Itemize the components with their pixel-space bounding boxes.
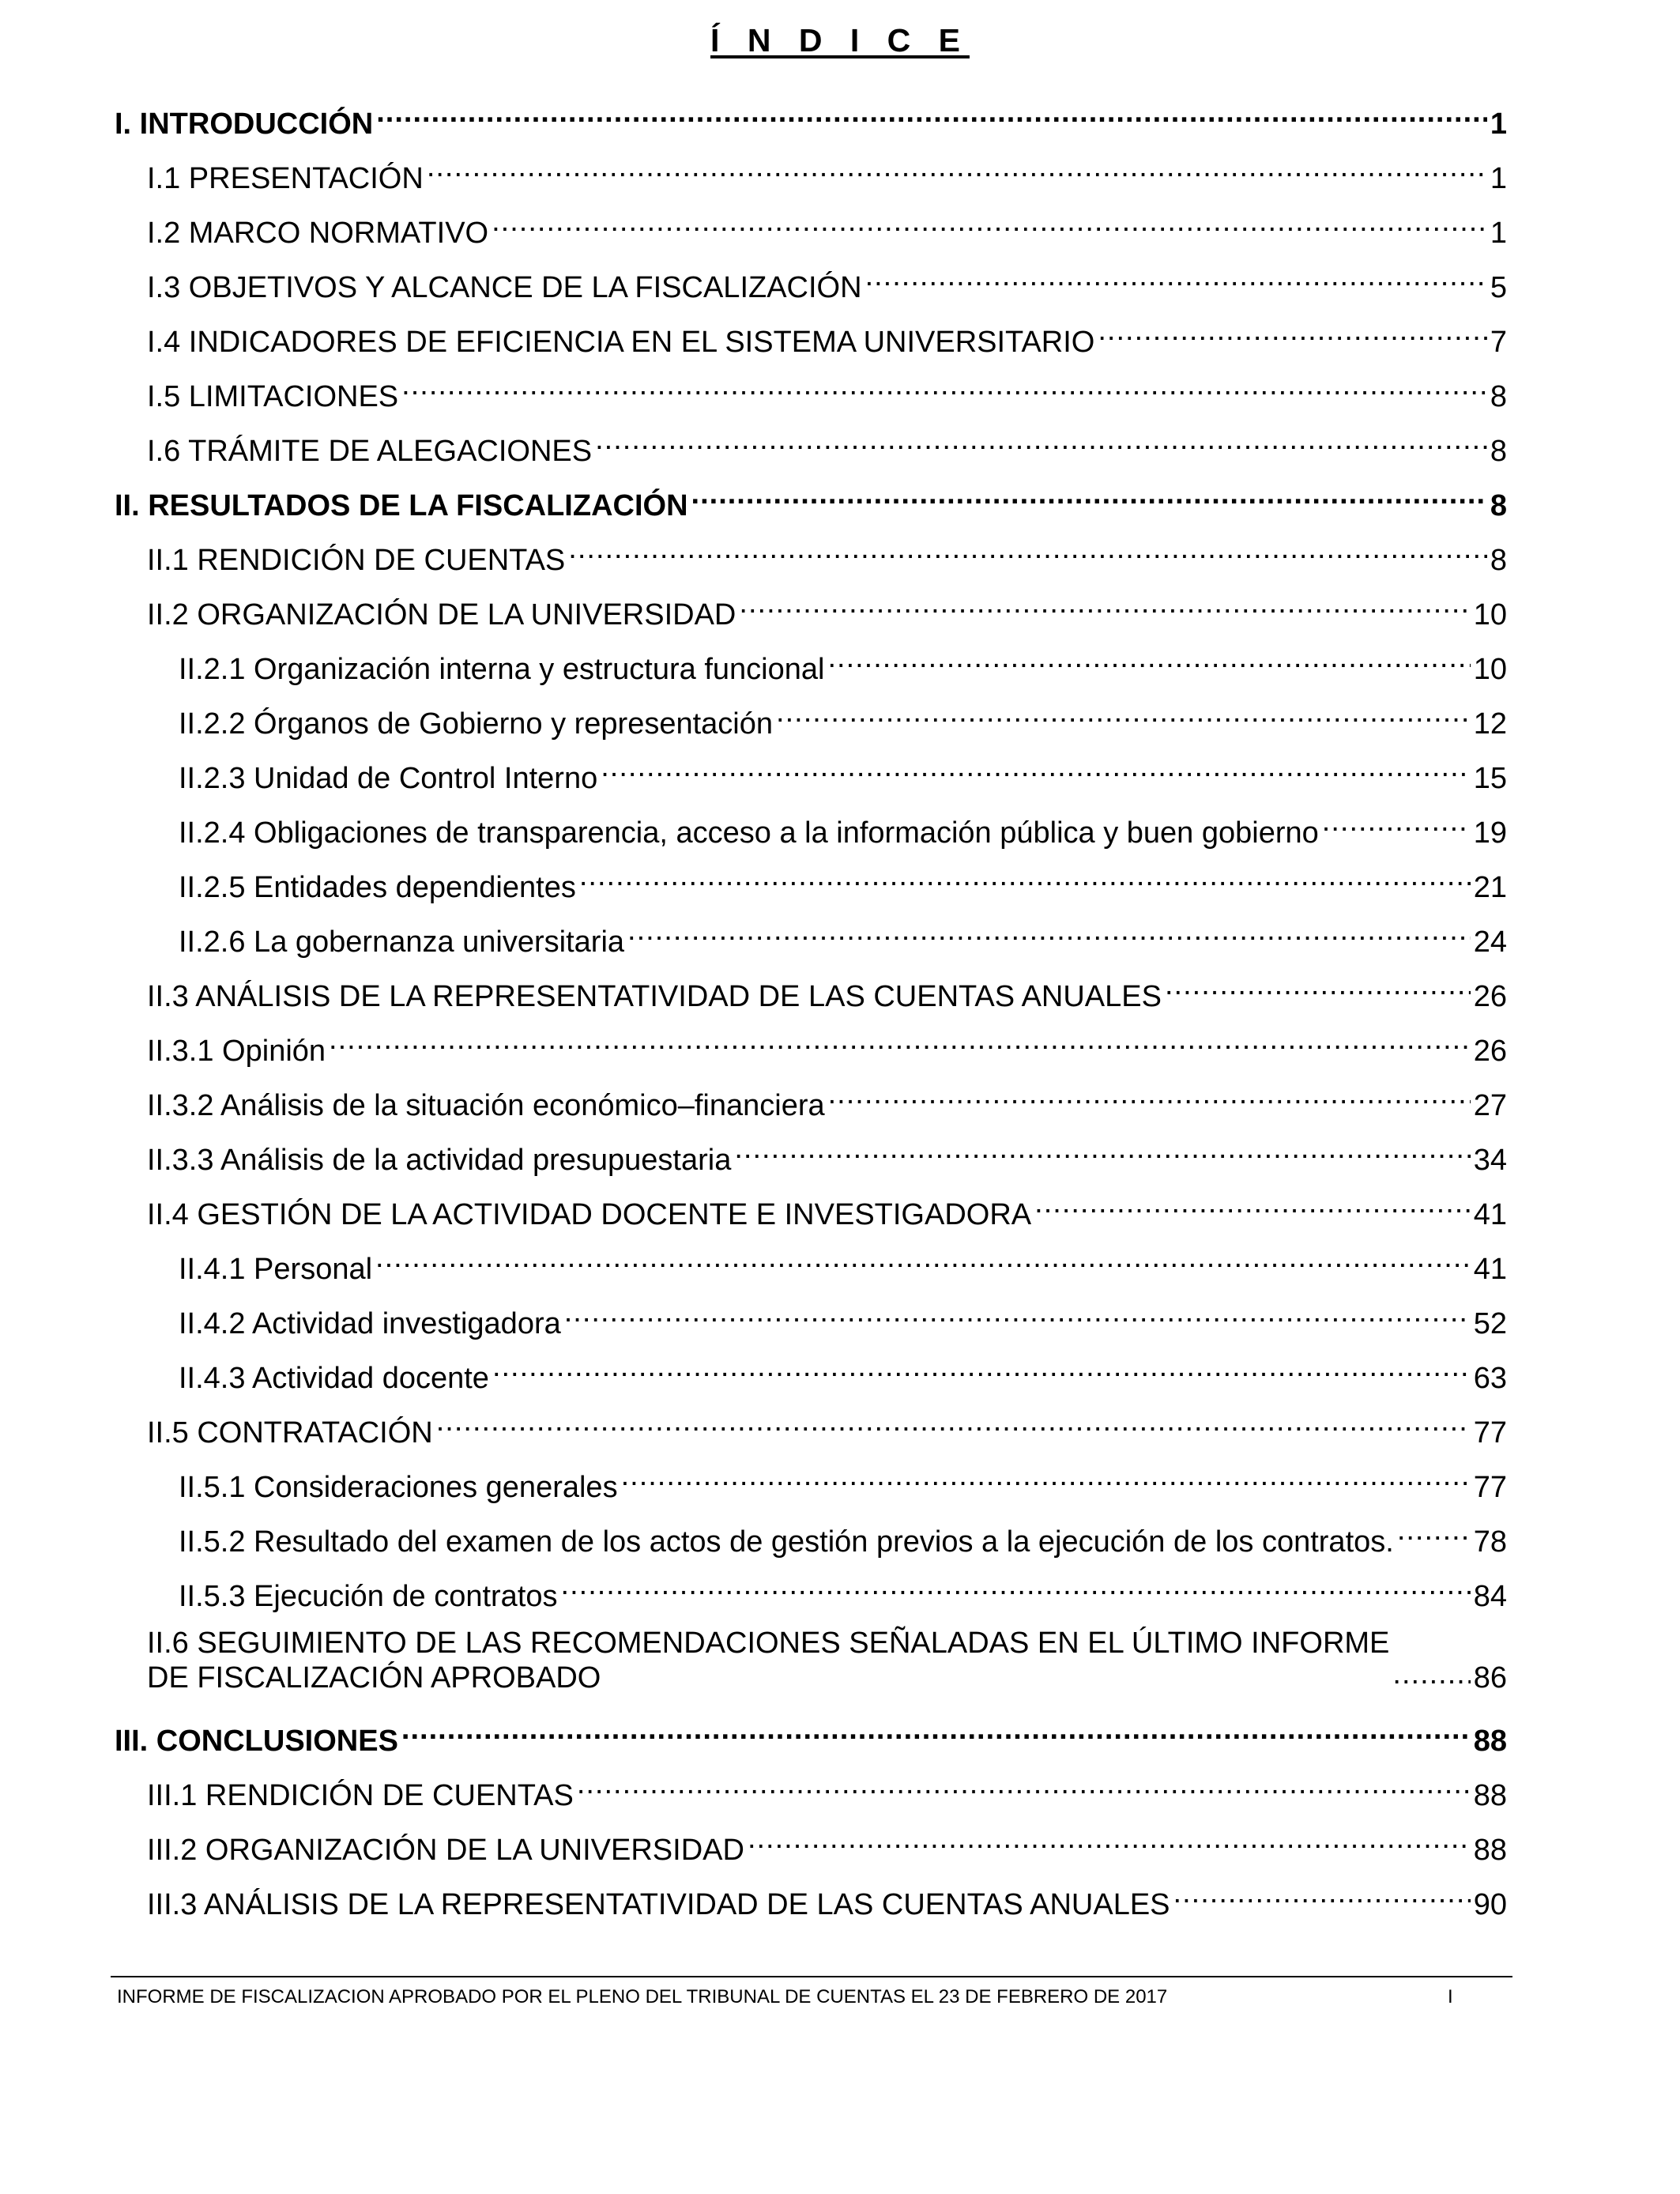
toc-entry[interactable]: [179, 1517, 1507, 1559]
toc-entry[interactable]: [179, 1571, 1507, 1614]
toc-entry-label: II.2.5 Entidades dependientes: [179, 871, 576, 904]
toc-entry[interactable]: [147, 971, 1507, 1014]
toc-entry[interactable]: [147, 1026, 1507, 1069]
dot-leader: [827, 644, 1470, 679]
toc-entry-page: 63: [1473, 1362, 1507, 1395]
toc-entry-label: II. RESULTADOS DE LA FISCALIZACIÓN: [115, 489, 688, 522]
toc-entry-page: 1: [1490, 107, 1507, 141]
toc-entry-page: 52: [1473, 1307, 1507, 1340]
toc-entry-label: II.4 GESTIÓN DE LA ACTIVIDAD DOCENTE E INVESTIGADORA: [147, 1198, 1032, 1231]
toc-entry-label: II.4.2 Actividad investigadora: [179, 1307, 561, 1340]
dot-leader: [568, 535, 1487, 570]
toc-entry-page: 7: [1490, 326, 1507, 359]
toc-entry[interactable]: [147, 1408, 1507, 1450]
dot-leader: [734, 1135, 1470, 1170]
toc-entry-label: III.1 RENDICIÓN DE CUENTAS: [147, 1779, 574, 1812]
toc-entry[interactable]: [179, 917, 1507, 959]
toc-entry-label-line: DE FISCALIZACIÓN APROBADO: [147, 1661, 601, 1695]
dot-leader: [492, 1353, 1471, 1388]
toc-entry[interactable]: [115, 1716, 1507, 1759]
toc-entry-label: I.3 OBJETIVOS Y ALCANCE DE LA FISCALIZACIÓN: [147, 271, 862, 304]
toc-entry-page: 27: [1473, 1089, 1507, 1122]
toc-entry-label: II.5 CONTRATACIÓN: [147, 1416, 433, 1449]
toc-entry-label: II.5.1 Consideraciones generales: [179, 1471, 618, 1504]
dot-leader: [375, 1244, 1471, 1279]
toc-entry-page: 8: [1490, 380, 1507, 413]
toc-entry-label: [147, 1626, 1389, 1695]
toc-entry-page: 41: [1473, 1198, 1507, 1231]
toc-entry[interactable]: [147, 153, 1507, 196]
toc-entry-page: 77: [1473, 1416, 1507, 1449]
dot-leader: [436, 1408, 1471, 1442]
toc-entry-page: 10: [1473, 598, 1507, 631]
toc-entry[interactable]: [147, 535, 1507, 578]
toc-entry[interactable]: [179, 862, 1507, 905]
toc-entry-label: II.2 ORGANIZACIÓN DE LA UNIVERSIDAD: [147, 598, 736, 631]
toc-entry[interactable]: [147, 1189, 1507, 1232]
toc-entry[interactable]: [115, 99, 1507, 141]
dot-leader: [1165, 971, 1471, 1006]
toc-entry-page: 90: [1473, 1888, 1507, 1921]
toc-entry[interactable]: [179, 644, 1507, 687]
toc-entry-page: 19: [1473, 816, 1507, 850]
toc-entry-page: 34: [1473, 1144, 1507, 1177]
toc-entry-label: I. INTRODUCCIÓN: [115, 107, 374, 141]
toc-entry[interactable]: [179, 1299, 1507, 1341]
dot-leader: [828, 1080, 1471, 1115]
dot-leader: [577, 1770, 1471, 1805]
toc-entry-label: II.4.1 Personal: [179, 1253, 373, 1286]
toc-entry-page: 5: [1490, 271, 1507, 304]
toc-entry[interactable]: [147, 1626, 1507, 1695]
dot-leader: [401, 371, 1487, 406]
toc-entry-label: I.1 PRESENTACIÓN: [147, 162, 424, 195]
toc-entry-label: II.2.6 La gobernanza universitaria: [179, 925, 625, 959]
toc-entry[interactable]: [147, 590, 1507, 632]
dot-leader: [1322, 808, 1471, 843]
index-title: Í N D I C E: [710, 22, 970, 58]
toc-entry[interactable]: [147, 208, 1507, 251]
toc-entry[interactable]: [147, 426, 1507, 469]
toc-entry[interactable]: [147, 262, 1507, 305]
toc-entry-label: II.2.1 Organización interna y estructura funcional: [179, 653, 825, 686]
toc-entry-page: 21: [1473, 871, 1507, 904]
toc-entry-page: 24: [1473, 925, 1507, 959]
toc-entry-page: 88: [1473, 1725, 1507, 1758]
dot-leader: [595, 426, 1487, 461]
toc-entry[interactable]: [179, 699, 1507, 741]
toc-entry-page: 78: [1473, 1525, 1507, 1559]
toc-entry-page: 26: [1473, 1035, 1507, 1068]
dot-leader: [376, 99, 1487, 134]
toc-entry-page: 8: [1490, 489, 1507, 522]
toc-entry-label: I.4 INDICADORES DE EFICIENCIA EN EL SISTEMA UNIVERSITARIO: [147, 326, 1095, 359]
toc-entry-page: 86: [1473, 1661, 1507, 1695]
dot-leader: [564, 1299, 1471, 1333]
toc-entry[interactable]: [147, 1135, 1507, 1178]
toc-entry-label: II.2.4 Obligaciones de transparencia, acceso a la información pública y buen gobierno: [179, 816, 1319, 850]
toc-entry[interactable]: [147, 1825, 1507, 1868]
toc-entry[interactable]: [147, 1879, 1507, 1922]
dot-leader: [1034, 1189, 1471, 1224]
toc-entry[interactable]: [179, 753, 1507, 796]
dot-leader: [492, 208, 1487, 243]
toc-entry-page: 41: [1473, 1253, 1507, 1286]
toc-entry-page: 15: [1473, 762, 1507, 795]
toc-entry-page: 12: [1473, 707, 1507, 741]
toc-entry[interactable]: [115, 481, 1507, 523]
dot-leader: [1392, 1661, 1470, 1695]
toc-entry[interactable]: [147, 371, 1507, 414]
dot-leader: [739, 590, 1470, 624]
toc-entry-label-line: II.6 SEGUIMIENTO DE LAS RECOMENDACIONES SEÑALADAS EN EL ÚLTIMO INFORME: [147, 1627, 1390, 1660]
toc-entry-label: II.3.1 Opinión: [147, 1035, 326, 1068]
footer-page-number: I: [1448, 1986, 1453, 2007]
toc-entry[interactable]: [179, 1462, 1507, 1505]
dot-leader: [1098, 317, 1487, 352]
toc-entry[interactable]: [179, 1244, 1507, 1287]
toc-entry-label: I.2 MARCO NORMATIVO: [147, 217, 489, 250]
toc-entry-page: 88: [1473, 1834, 1507, 1867]
toc-entry-page: 1: [1490, 162, 1507, 195]
toc-entry[interactable]: [147, 1080, 1507, 1123]
dot-leader: [627, 917, 1471, 952]
toc-entry-page: 26: [1473, 980, 1507, 1013]
footer-text: INFORME DE FISCALIZACION APROBADO POR EL PLENO DEL TRIBUNAL DE CUENTAS EL 23 DE FEBRERO DE 2017: [117, 1986, 1168, 2007]
toc-entry-page: 88: [1473, 1779, 1507, 1812]
toc-entry[interactable]: [179, 1353, 1507, 1396]
dot-leader: [1397, 1517, 1471, 1551]
dot-leader: [401, 1716, 1471, 1751]
toc-entry-label: III.3 ANÁLISIS DE LA REPRESENTATIVIDAD DE LAS CUENTAS ANUALES: [147, 1888, 1170, 1921]
toc-entry-label: II.3 ANÁLISIS DE LA REPRESENTATIVIDAD DE LAS CUENTAS ANUALES: [147, 980, 1162, 1013]
dot-leader: [561, 1571, 1471, 1606]
toc-entry-label: II.3.2 Análisis de la situación económico–financiera: [147, 1089, 825, 1122]
toc-entry-label: II.1 RENDICIÓN DE CUENTAS: [147, 544, 566, 577]
dot-leader: [691, 481, 1487, 515]
toc-entry-label: III. CONCLUSIONES: [115, 1725, 398, 1758]
dot-leader: [865, 262, 1487, 297]
footer-divider: [111, 1976, 1512, 1977]
dot-leader: [579, 862, 1471, 897]
toc-entry[interactable]: [147, 1770, 1507, 1813]
toc-entry-label: I.6 TRÁMITE DE ALEGACIONES: [147, 435, 593, 468]
toc-entry[interactable]: [147, 317, 1507, 360]
toc-entry-page: 8: [1490, 544, 1507, 577]
dot-leader: [776, 699, 1471, 733]
toc-entry-label: I.5 LIMITACIONES: [147, 380, 399, 413]
toc-entry-label: II.2.2 Órganos de Gobierno y representación: [179, 707, 774, 741]
dot-leader: [748, 1825, 1471, 1860]
dot-leader: [329, 1026, 1471, 1061]
toc-entry-page: 77: [1473, 1471, 1507, 1504]
toc-entry-label: III.2 ORGANIZACIÓN DE LA UNIVERSIDAD: [147, 1834, 744, 1867]
toc-entry-label: II.5.3 Ejecución de contratos: [179, 1580, 558, 1613]
toc-entry-label: II.4.3 Actividad docente: [179, 1362, 489, 1395]
toc-entry-label: II.5.2 Resultado del examen de los actos de gestión previos a la ejecución de los contratos.: [179, 1525, 1394, 1559]
toc-entry-page: 8: [1490, 435, 1507, 468]
toc-entry-page: 1: [1490, 217, 1507, 250]
toc-entry-label: II.3.3 Análisis de la actividad presupuestaria: [147, 1144, 732, 1177]
toc-entry-page: 10: [1473, 653, 1507, 686]
dot-leader: [1173, 1879, 1471, 1914]
dot-leader: [601, 753, 1471, 788]
toc-entry[interactable]: [179, 808, 1507, 850]
toc-entry-page: 84: [1473, 1580, 1507, 1613]
toc-entry-label: II.2.3 Unidad de Control Interno: [179, 762, 598, 795]
dot-leader: [621, 1462, 1471, 1497]
dot-leader: [427, 153, 1487, 188]
